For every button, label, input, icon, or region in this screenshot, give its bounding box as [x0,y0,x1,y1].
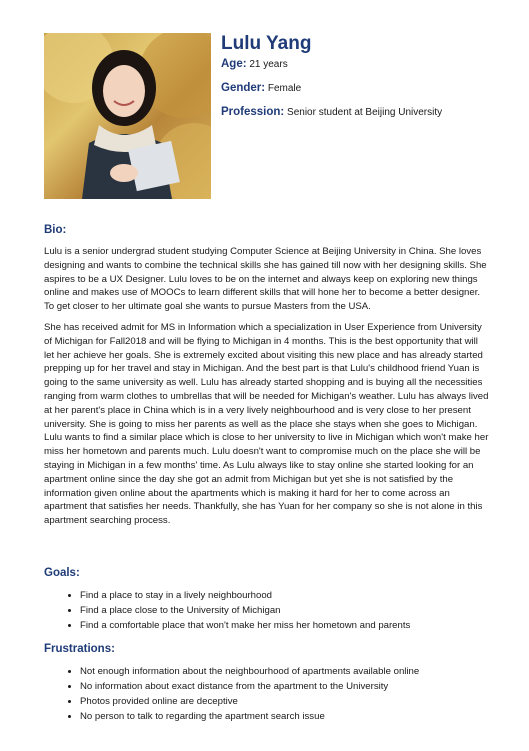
frustrations-list [44,664,489,724]
bio-paragraph-1: Lulu is a senior undergrad student studying Computer Science at Beijing University in China. She loves designing and wants to combine the technical skills she has gained till now with her designing skills. She aspires to be a UX Designer. Lulu loves to be on the internet and always keep on exploring new things online and makes use of MOOCs to learn different skills that will hone her to become a better designer. To get closer to her ultimate goal she wants to pursue Masters from the USA. [44,246,487,313]
profile-photo [44,33,211,199]
bio-paragraph-2: She has received admit for MS in Information which a specialization in User Experience from University of Michigan for Fall2018 and will be flying to Michigan in 4 months. This is the best opportunity that will let her achieve her goals. She is extremely excited about visiting this new place and has already started prepping up for her travel and stay in Michigan. And the best part is that Lulu's childhood friend Yuan is going to the same university as well. Lulu has already started shopping and is buying all the necessities ranging from warm clothes to umbrellas that will be needed for Michigan's weather. Lulu has always lived at her parent's place in China which is in a very lively neighbourhood and is very close to her present university. She is going to miss her parents as well as the place she stays when she goes to Michigan. Lulu wants to find a similar place which is close to her university to live in Michigan which won't make her miss her hometown and parents much. Lulu doesn't want to compromise much on the place she will be staying in Michigan in a few months' time. As Lulu always like to stay online she started looking for an apartment online since the day she got an admit from Michigan but yet she is not satisfied by the information given online about the apartments which is making it hard for her to come across an apartment that satisfies her needs. Thankfully, she has Yuan for her company so she is not alone in this apartment searching process. [44,321,489,527]
bio-heading: Bio: [44,224,67,236]
profession-row [221,106,442,118]
goals-heading: Goals: [44,567,80,579]
age-row [221,58,288,70]
frustration-item: • No information about exact distance from the apartment to the University [80,679,489,694]
goal-item: • Find a comfortable place that won't make her miss her hometown and parents [80,618,489,633]
frustration-item: • Not enough information about the neighbourhood of apartments available online [80,664,489,679]
frustration-item: • No person to talk to regarding the apartment search issue [80,709,489,724]
age-label: Age: [221,58,247,70]
gender-row [221,82,301,94]
age-value: 21 years [249,59,288,70]
goals-list [44,588,489,633]
frustrations-heading: Frustrations: [44,643,115,655]
profession-label: Profession: [221,106,285,118]
frustration-item: • Photos provided online are deceptive [80,694,489,709]
goal-item: • Find a place close to the University of Michigan [80,603,489,618]
bio-section [44,224,489,528]
goal-item: • Find a place to stay in a lively neighbourhood [80,588,489,603]
goals-section [44,567,489,633]
gender-value: Female [267,83,302,94]
profession-value: Senior student at Beijing University [287,107,443,118]
persona-name: Lulu Yang [221,33,312,54]
gender-label: Gender: [221,82,266,94]
frustrations-section [44,643,489,724]
